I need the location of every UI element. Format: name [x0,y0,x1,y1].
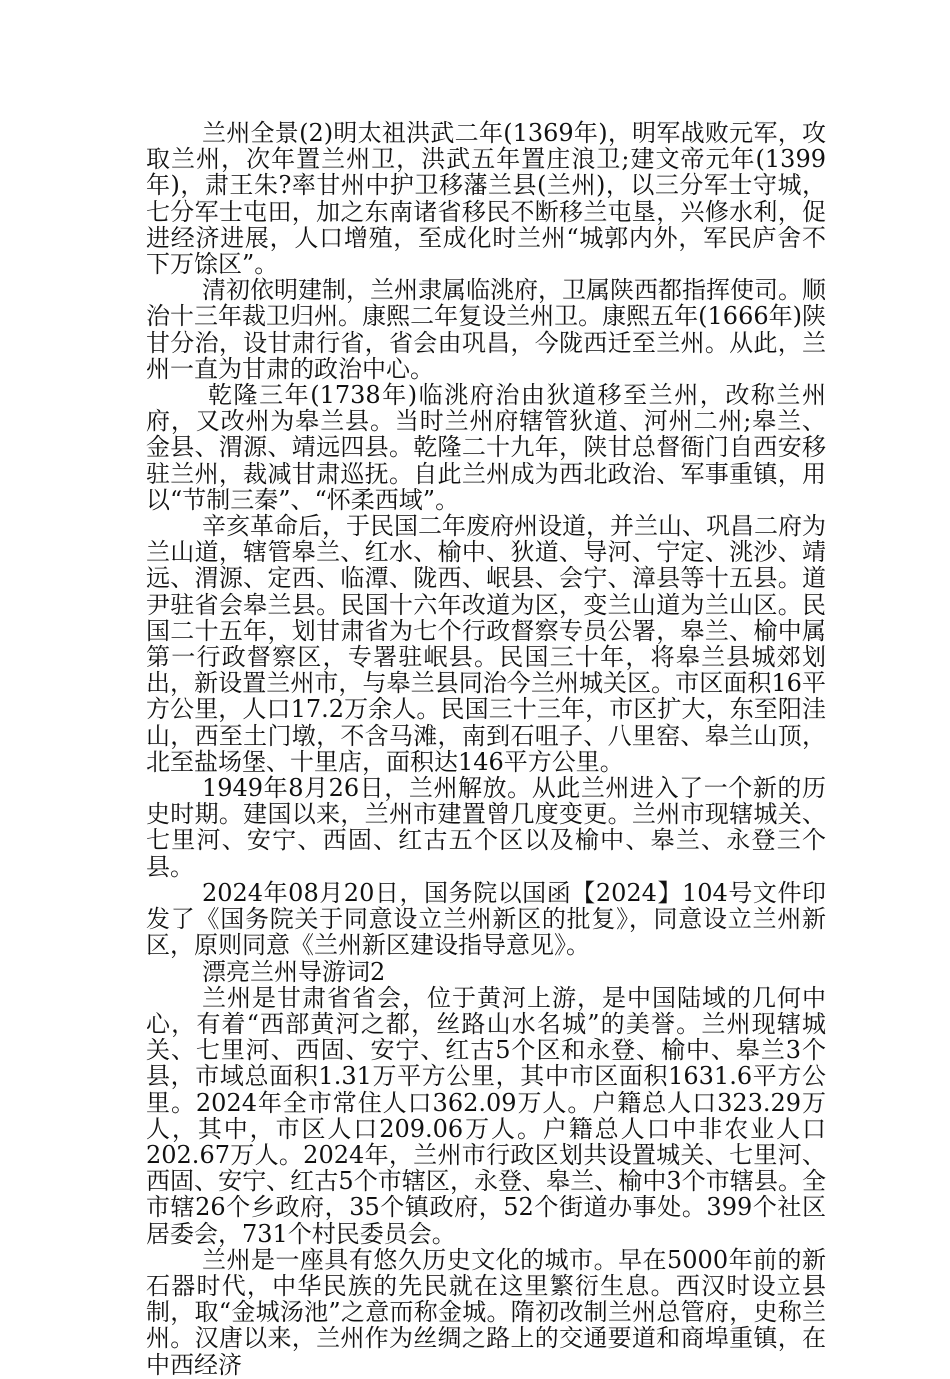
paragraph-qianlong: 乾隆三年(1738年)临洮府治由狄道移至兰州，改称兰州府，又改州为皋兰县。当时兰州府辖管狄道、河州二州;皋兰、金县、渭源、靖远四县。乾隆二十九年，陕甘总督衙门自西安移驻兰州，裁减甘肃巡抚。自此兰州成为西北政治、军事重镇，用以“节制三秦”、“怀柔西域”。 [146,381,826,514]
paragraph-history: 兰州是一座具有悠久历史文化的城市。早在5000年前的新石器时代，中华民族的先民就在这里繁衍生息。西汉时设立县制，取“金城汤池”之意而称金城。隋初改制兰州总管府，史称兰州。汉唐以来，兰州作为丝绸之路上的交通要道和商埠重镇，在中西经济 [146,1245,826,1379]
section-heading: 漂亮兰州导游词2 [202,957,386,986]
paragraph-city-overview: 兰州是甘肃省省会，位于黄河上游，是中国陆域的几何中心，有着“西部黄河之都，丝路山水名城”的美誉。兰州现辖城关、七里河、西固、安宁、红古5个区和永登、榆中、皋兰3个县，市域总面积1.31万平方公里，其中市区面积1631.6平方公里。2024年全市常住人口362.09万人。户籍总人口323.29万人，其中，市区人口209.06万人。户籍总人口中非农业人口202.67万人。2024年，兰州市行政区划共设置城关、七里河、西固、安宁、红古5个市辖区，永登、皋兰、榆中3个市辖县。全市辖26个乡政府，35个镇政府，52个街道办事处。399个社区居委会，731个村民委员会。 [146,983,826,1248]
paragraph-liberation: 1949年8月26日，兰州解放。从此兰州进入了一个新的历史时期。建国以来，兰州市建置曾几度变更。兰州市现辖城关、七里河、安宁、西固、红古五个区以及榆中、皋兰、永登三个县。 [146,774,826,881]
document-body [146,120,826,1378]
paragraph-early-qing: 清初依明建制，兰州隶属临洮府，卫属陕西都指挥使司。顺治十三年裁卫归州。康熙二年复设兰州卫。康熙五年(1666年)陕甘分治，设甘肃行省，省会由巩昌，今陇西迁至兰州。从此，兰州一直为甘肃的政治中心。 [146,276,826,383]
paragraph-ming-dynasty: 兰州全景(2)明太祖洪武二年(1369年)，明军战败元军，攻取兰州，次年置兰州卫，洪武五年置庄浪卫;建文帝元年(1399年)，肃王朱?率甘州中护卫移藩兰县(兰州)，以三分军士守城，七分军士屯田，加之东南诸省移民不断移兰屯垦，兴修水利，促进经济进展，人口增殖，至成化时兰州“城郭内外，军民庐舍不下万馀区”。 [146,119,826,279]
paragraph-new-district: 2024年08月20日，国务院以国函【2024】104号文件印发了《国务院关于同意设立兰州新区的批复》，同意设立兰州新区，原则同意《兰州新区建设指导意见》。 [146,878,826,960]
paragraph-republic-era: 辛亥革命后，于民国二年废府州设道，并兰山、巩昌二府为兰山道，辖管皋兰、红水、榆中、狄道、导河、宁定、洮沙、靖远、渭源、定西、临潭、陇西、岷县、会宁、漳县等十五县。道尹驻省会皋兰县。民国十六年改道为区，变兰山道为兰山区。民国二十五年，划甘肃省为七个行政督察专员公署，皋兰、榆中属第一行政督察区，专署驻岷县。民国三十年，将皋兰县城郊划出，新设置兰州市，与皋兰县同治今兰州城关区。市区面积16平方公里，人口17.2万余人。民国三十三年，市区扩大，东至阳洼山，西至土门墩，不含马滩，南到石咀子、八里窑、皋兰山顶，北至盐场堡、十里店，面积达146平方公里。 [146,512,826,776]
